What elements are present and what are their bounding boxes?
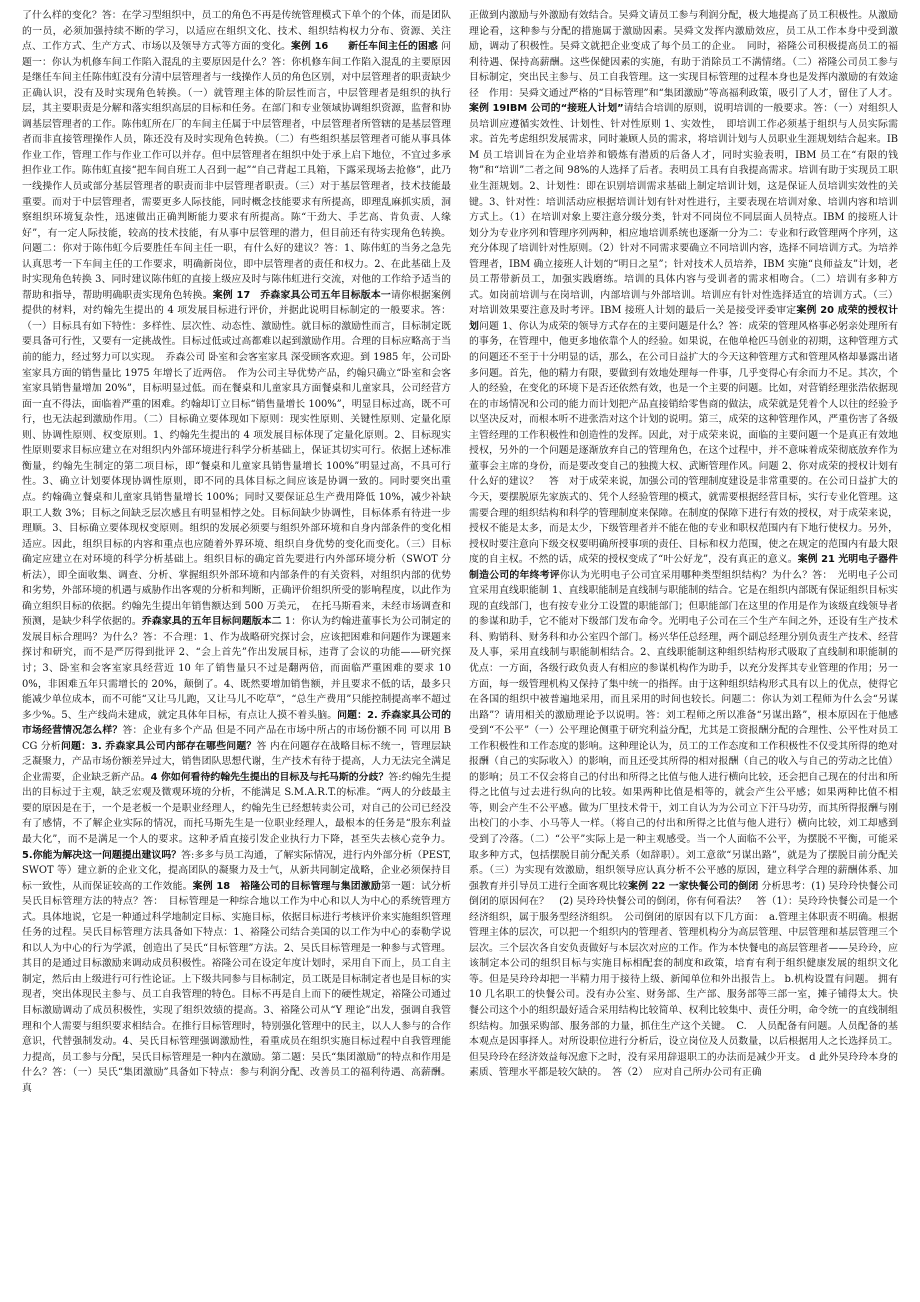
case-heading: 乔森家具的五年目标问题版本二 [141, 616, 282, 628]
body-text: 正做到内激励与外激励有效结合。吴舜文请员工参与利润分配，极大地提高了员工积极性。从激励理论看，这种参与分配的措施属于激励因素。吴舜文发挥内激励效应，员工从工作本身中受到激励，调动了积极性。吴舜文就把企业变成了每个员工的企业。 同时，裕隆公司积极提高员工的福利待遇、保持高薪酬。这些保健因素的实施，有助于消除员工不满情绪。（二）裕隆公司员工参与目标制定，突出民主参与、员工自我管理。这一实现目标管理的过程本身也是发挥内激励的有效途径 作用：吴舜文通过严格的“目标管理”和“集团激励”等高福利政策，吸引了人才，留住了人才。 [469, 10, 898, 99]
case-heading: 案例 20 成荣的授权计划 [469, 305, 898, 332]
body-text: 第一题：试分析吴氏目标管理方法的特点？答： 目标管理是一种综合地以工作为中心和以人为中心的系统管理方式。具体地说，它是一种通过科学地制定目标、实施目标，依据目标进行考核评价来实施组织管理任务的过程。吴氏目标管理方法具备如下特点：1、裕隆公司结合美国的以工作为中心的泰勒学说和以人为中心的行为学派，创造出了吴氏“目标管理”方法。2、吴氏目标管理是一种参与式管理。其目的是通过目标激励来调动成员积极性。裕隆公司在设定年度计划时，采用自下而上，员工自主制定，然后由上级进行可行性论证。上下级共同参与目标制定，员工既是目标制定者也是目标的实现者，突出体现民主参与、员工自我管理的特色。目标不再是自上而下的硬性规定，裕隆公司通过目标激励调动了成员积极性，实现了组织效绩的提高。3、裕隆公司从“Y 理论”出发，强调自我管理和个人需要与组织要求相结合。在推行目标管理时，特别强化管理中的民主，以人人参与的合作意识，代替强制发动。4、吴氏目标管理强调激励性，看重成员在组织实施目标过程中自我管理能力提高，员工参与分配，吴氏目标管理是一种内在激励。第二题：吴氏“集团激励”的特点和作用是什么？答：（一）吴氏“集团激励”具备如下特点：参与利润分配、改善员工的福利待遇、高薪酬。真 [22, 880, 451, 1094]
body-text: 1：你认为约翰进董事长为公司制定的发展目标合理吗？为什么？答：不合理：1、作为战略研究探讨会，应该把困难和问题作为课题来探讨和研究，而不是严厉得到批评 2、“会上首先”作出发展目标，违背了会议的功能——研究探讨；3、卧室和会客室家具经营近 10 年了销售量只不过是翻两倍，而面临严重困难的要求 100%，非困难五年只需增长的 20%，颠倒了。4、既然要增加销售额，并且要求不低的话，最多只能减少单位成本，而不可能“又让马儿跑，又让马儿不吃草”，“总生产费用”只能控制提高率不超过多少%。5、生产线尚未建成，就定具体年目标，有点让人摸不着头脑。 [22, 616, 451, 721]
case-heading: 问题：2. 乔森家具公司的市场经营情况怎么样？ [22, 709, 451, 737]
body-text: 了什么样的变化？答：在学习型组织中，员工的角色不再是传统管理模式下单个的个体，而是团队的一员，必须加强持续不断的学习，以适应在组织文化、技术、组织结构权力分布、资源、关注点、工作方式、生产方式、市场以及领导方式等方面的变化。 [22, 10, 451, 53]
case-heading: 4 你如何看待约翰先生提出的目标及与托马斯的分歧？ [150, 771, 389, 783]
body-text: 问题 1、你认为成荣的领导方式存在的主要问题是什么？答：成荣的管理风格事必躬亲处理所有的事务，在管理中，他更多地依靠个人的经验。如果说，在他单枪匹马创业的初期，这种管理方式的问题还不至于十分明显的话，那么，在公司日益扩大的今天这种管理方式和管理风格却暴露出诸多问题。首先，他的精力有限，要做到有效地处理每一件事，几乎变得心有余而力不足。其次，个人的经验，在变化的环境下是否还依然有效，也是一个主要的问题。比如，对营销经理张浩依据现在的市场情况和公司的能力而计划把产品直接销给零售商的做法，成荣就是凭着个人以往的经验予以坚决反对，而根本听不进张浩对这个计划的说明。第三，成荣的这种管理作风，严重伤害了各级主管经理的工作积极性和创造性的发挥。因此，对于成荣来说，面临的主要问题一个是真正有效地授权，另外的一个问题是逐渐放弃自己的管理角色，在这个过程中，并不意味着成荣彻底放弃作为董事会主席的身份，而是要改变自己的独揽大权、武断管理作风。问题 2、你对成荣的授权计划有什么好的建议？ 答 对于成荣来说，加强公司的管理制度建设是非常重要的。在公司日益扩大的今天，要摆脱原先家族式的、凭个人经验管理的模式，就需要根据经营目标，实行专业化管理。这需要合理的组织结构和科学的管理制度来保障。在制度的保障下进行有效的授权，对于成荣来说，授权不能是太多，而是太少，下级管理者并不能在他的专业和职权范围内有下地行使权力。另外，授权时要注意向下级交权要明确所授事项的责任、目标和权力范围，使之在规定的范围内有最大限度的自主权。不然的话，成荣的授权变成了“叶公好龙”，没有真正的意义。 [469, 320, 898, 566]
body-text: 答:约翰先生提出的目标过于主观，缺乏宏观及微观环境的分析，不能满足 S.M.A.R.T.的标准。“两人的分歧最主要的原因是在于，一个是老板一个是职业经理人，约翰先生已经想转卖公司，对自己的公司已经没有了感情，不了解企业实际的情况，而托马斯先生是一位职业经理人，最根本的任务是“股东利益最大化”，而不是满足一个人的要求。这种矛盾直接引发企业执行力下降，甚至失去核心竞争力。 [22, 771, 451, 845]
right-column-text [469, 8, 898, 1081]
body-text: 分析思考：(1) 吴玲玲快餐公司倒闭的原因何在？ (2) 吴玲玲快餐公司的倒闭，你有何看法？ 答（1）：吴玲玲快餐公司是一个经济组织，属于服务型经济组织。 公司倒闭的原因有以下几方面： a.管理主体职责不明确。根据管理主体的层次，可以把一个组织内的管理者、管理机构分为高层管理、中层管理和基层管理三个层次。三个层次各自安负责做好与本层次对应的工作。作为本快餐电的高层管理者——吴玲玲，应该制定本公司的组织目标与实施目标相配套的制度和政策，培育有利于组织健康发展的组织文化等。但是吴玲玲却把一半精力用于接待上级、新闻单位和外出报告上。 b.机构设置有问题。 拥有 10 几名职工的快餐公司。没有办公室、财务部、生产部、服务部等三部一室，摊子铺得太大。快餐公司这个小的组织最好适合采用结构比较简单、权利比较集中、责任分明，命令统一的直线制组织结构。加强采购部、服务部的力量，抓住生产这个关键。 C. 人员配备有问题。人员配备的基本观点是因事择人。对所设职位进行分析后，设立岗位及人员数量，以后根据用人之长选择员工。但吴玲玲在经济效益每况愈下之时，没有采用辞退职工的办法而是减少开支。 d 此外吴玲玲本身的素质、管理水平都是较欠缺的。 答（2） 应对自己所办公司有正确 [469, 880, 898, 1079]
case-heading: 案例 21 光明电子器件制造公司的年终考评 [469, 554, 898, 581]
case-heading: 5.你能为解决这一问题提出建议吗？ [22, 849, 182, 861]
left-column [22, 8, 451, 1292]
body-text: 你认为光明电子公司宜采用哪种类型组织结构？为什么？答： 光明电子公司宜采用直线职能制 1、直线职能制是直线制与职能制的结合。它是在组织内部既有保证组织目标实现的直线部门，也有按专业分工设置的职能部门；但职能部门在这里的作用是作为该级直线领导者的参谋和助手，它不能对下级部门发布命令。光明电子公司在三个生产车间之外，还设有生产技术科、购销科、财务科和办公室四个部门。杨兴华任总经理，两个副总经理分别负责生产技术、经营及人事，采用直线制与职能制相结合。2、直线职能制这种组织结构形式吸取了直线制和职能制的优点：一方面，各级行政负责人有相应的参谋机构作为助手，以充分发挥其专业管理的作用；另一方面，每一级管理机构又保持了集中统一的指挥。由于这种组织结构形式具有以上的优点，使得它在各国的组织中被普遍地采用，而且采用的时间也较长。问题二：你认为刘工程师为什么会“另谋出路”？请用相关的激励理论予以说明。答：刘工程师之所以准备“另谋出路”，根本原因在于他感受到“不公平”（一）公平理论侧重于研究利益分配，尤其是工资报酬分配的合理性、公平性对员工工作积极性和工作态度的影响。这种理论认为，员工的工作态度和工作积极性不仅受其所得的绝对报酬（自己的实际收入）的影响，而且还受其所得的相对报酬（自己的收入与自己的劳动之比值）的影响；员工不仅会将自己的付出和所得之比值与他人进行横向比较，还会把自己现在的付出和所得之比值与过去进行纵向的比较。如果两种比值是相等的，就会产生公平感；如果两种比值不相等，则会产生不公平感。做为厂里技术骨干，刘工自认为为公司立下汗马功劳，而其所得报酬与刚出校门的小李、小马等人一样。（将自己的付出和所得之比值与他人进行）横向比较，刘工却感到受到了冷落。（二）“公平”实际上是一种主观感受。当一个人面临不公平，为摆脱不平衡，可能采取多种方式，包括摆脱目前分配关系（如辞职）。刘工意欲“另谋出路”，就是为了摆脱目前分配关系。（三）为实现有效激励，组织领导应认真分析不公平感的原因，建立科学合理的薪酬体系、加强教育并引导员工进行全面客观比较 [469, 569, 898, 892]
body-text: 问题一：你认为机修车间工作陷入混乱的主要原因是什么？答：你机修车间工作陷入混乱的主要原因是继任车间主任陈伟虹没有分清中层管理者与一线操作人员的角色区别，对中层管理者的职责缺少正确认识，没有及时实现角色转换。（一）就管理主体的阶层性而言，中层管理者是组织的执行层，其主要职责是分解和落实组织高层的目标和任务。在部门和专业领域协调组织资源，监督和协调基层管理者的工作。陈伟虹所在厂的车间主任属于中层管理者，中层管理者所管辖的是基层管理者而非直接管理操作人员，陈还没有及时实现角色转换。（二）有些组织基层管理者可能从事具体作业工作，管理工作与作业工作可以并存。但中层管理者在组织中处于承上启下地位，不宜过多承担作业工作。陈伟虹直接“把车间自班工人召到一起”“自己背起工具箱，下露采现场去抢修”，此乃一线操作人员或部分基层管理者的职责而非中层管理者职责。（三）对于基层管理者，技术技能最重要。而对于中层管理者，需要更多人际技能，同时概念技能要求有所提高，即理乱麻抓实质，洞察组织环境复杂性，迅速做出正确判断能力要求有所提高。陈“干劲大、手艺高、肯负责、人缘好”，有一定人际技能，较高的技术技能，有从事中层管理的潜力，但目前还有待实现角色转换。问题二：你对于陈伟虹今后要胜任车间主任一职，有什么好的建议？答：1、陈伟虹的当务之急先认真思考一下车间主任的工作要求，明确新岗位，即中层管理者的责任和权力。2、在此基础上及时实现角色转换 3、同时建议陈伟虹的直接上级应及时与陈伟虹进行交流，对他的工作给予适当的帮助和指导，帮助明确职责实现角色转换。 [22, 41, 451, 301]
case-heading: 案例 16 新任车间主任的困惑 [291, 41, 438, 53]
case-heading: 案例 18 裕隆公司的目标管理与集团激励 [192, 880, 381, 892]
case-heading: 案例 17 乔森家具公司五年目标版本一 [212, 289, 391, 301]
case-heading: 案例 22 一家快餐公司的倒闭 [628, 880, 759, 892]
body-text: 答 内在问题存在战略目标不统一，管理层缺乏凝聚力，产品市场份额差异过大，销售团队思想代谢，生产技术有待于提高，人力无法完全满足企业需要，企业缺乏新产品。 [22, 740, 451, 783]
body-text: 请结合培训的原则，说明培训的一般要求。答：（一）对组织人员培训应遵循实效性、计划性、针对性原则 1、实效性， 即培训工作必须基于组织与人员实际需求。首先考虑组织发展需求，同时兼顾人员的需求，将培训计划与人员职业生涯规划结合起来。IBM 员工培训旨在为企业培养和锻炼有潜质的后备人才，同时实验表明，IBM 员工在“有限的钱物”和“培训”二者之间 98%的人选择了后者。表明员工具有自我提高需求。培训有助于实现员工职业生涯规划。2、计划性：即在识别培训需求基础上制定培训计划，这是保证人员培训实效性的关键。3、针对性：培训活动应根据培训计划有针对性进行，主要表现在培训对象、培训内容和培训方式上。（1）在培训对象上要注意分级分类，针对不同岗位不同层面人员特点。IBM 的接班人计划分为专业序列和管理序列两种，相应地培训系统也逐渐一分为二：专业和行政管理两个序列，这充分体现了培训针对性原则。（2）针对不同需求要确立不同培训内容，选择不同培训方式。为培养管理者，IBM 确立接班人计划的“明日之星”；针对技术人员培养，IBM 实施“良师益友”计划，老员工帮带新员工，加强实践磨练。培训的具体内容与受训者的需求相吻合。（二）培训有多种方式。如岗前培训与在岗培训，内部培训与外部培训。培训应有针对性选择适宜的培训方式。（三）对培训效果要注意及时考评。IBM 接班人计划的最后一关是接受评委审定 [469, 103, 898, 317]
body-text: 请你根据案例提供的材料，对约翰先生提出的 4 项发展目标进行评价，并据此说明目标制定的一般要求。答：（一）目标具有如下特性：多样性、层次性、动态性、激励性。就目标的激励性而言，目标制定既要具备可行性，又要有一定挑战性。目标过低或过高都难以起到激励作用。合理的目标应略高于当前的能力，经过努力可以实现。 乔森公司 卧室和会客室家具 深受顾客欢迎。到 1985 年，公司卧室家具方面的销售量比 1975 年增长了近两倍。 作为公司主导优势产品，约翰只确立“卧室和会客室家具销售量增加 20%”，目标明显过低。而在餐桌和儿童家具方面餐桌和儿童家具，公司经营方面一直不得法，面临着严重的困难。约翰却订立目标“销售量增长 100%”，明显目标过高，既不可行，也无法起到激励作用。（二）目标确立要体现如下原则：现实性原则、关键性原则、定量化原则、协调性原则、权变原则。1、约翰先生提出的 4 项发展目标体现了定量化原则。2、目标现实性原则要求目标应建立在对组织内外部环境进行科学分析基础上，保证其切实可行。依据上述标准衡量，约翰先生制定的第二项目标，即“餐桌和儿童家具销售量增长 100%”明显过高，不具可行性。3、确立计划要体现协调性原则，即不同的具体目标之间应该是协调一致的。同时要突出重点。约翰确立餐桌和儿童家具销售量增长 100%；同时又要保证总生产费用降低 10%，减少补缺职工人数 3%；目标之间缺乏层次感且有明显相悖之处。目标间缺少协调性，目标体系有待进一步理顺。3、目标确立要体现权变原则。组织的发展必须要与组织外部环境和自身内部条件的变化相适应。因此，组织目标的内容和重点也应随着外界环境、组织自身优势的变化而变化。（三）目标确定应建立在对环境的科学分析基础上。组织目标的确定首先要进行内外部环境分析（SWOT 分析法），即全面收集、调查、分析、掌握组织外部环境和内部条件的有关资料，对组织内部的优势和劣势，外部环境的机遇与威胁作出客观的分析和判断，正确评价组织所受的影响程度，以此作为确立组织目标的依据。约翰先生提出年销售额达到 500 万美元， 在托马斯看来，未经市场调查和预测，是缺少科学依据的。 [22, 289, 451, 628]
body-text: 答：企业有多个产品 但是不同产品在市场中所占的市场份额不同 可以用 BCG 分析 [22, 725, 451, 752]
case-heading: 问题：3. 乔森家具公司内部存在哪些问题？ [60, 740, 257, 752]
left-column-text [22, 8, 451, 1096]
body-text: 答:多多与员工沟通，了解实际情况，进行内外部分析（PEST,SWOT 等）建立新的企业文化，提高团队的凝聚力及士气，从新共同制定战略，企业必须保持目标一致性，从而保证较高的工作效能。 [22, 849, 451, 892]
right-column [469, 8, 898, 1292]
case-heading: 案例 19IBM 公司的“接班人计划” [469, 103, 624, 115]
